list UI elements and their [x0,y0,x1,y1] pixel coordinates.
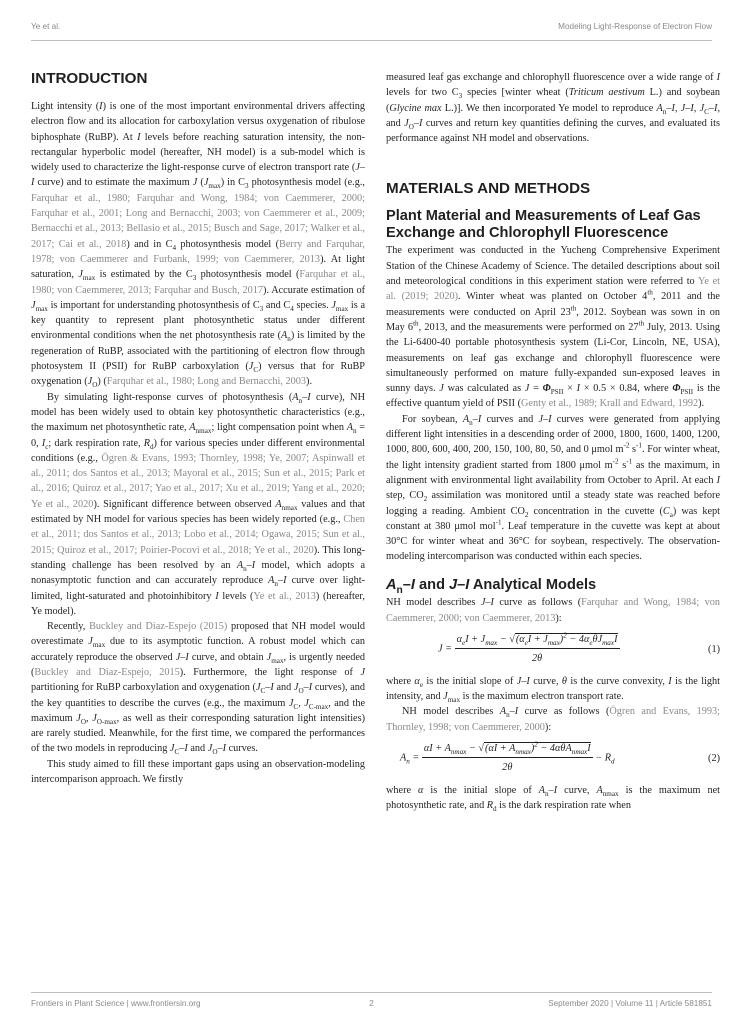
running-header-title: Modeling Light-Response of Electron Flow [558,22,712,31]
equation-2: $A_n$ = $\frac{\alpha I + A_{nmax} - √(\alpha I + A_{nmax})^2 - 4\alpha\theta A_{nmax}I}{2\theta}$ − $R_d$ (2) [386,741,720,779]
equation-1-numerator: $\alpha_eI + J_{max} - √(\alpha_eI + J_{max})^2 - 4\alpha_e\theta J_{max}I$ [455,632,620,649]
left-column [31,70,365,787]
where-paragraph-1: where $\alpha_e$ is the initial slope of J–I curve, θ is the curve convexity, I is the light intensity, and $J_{max}$ is the maximum electron transport rate. [386,675,721,705]
footer-rule [31,992,712,993]
equation-1-denominator: 2θ [531,653,543,665]
footer-page-number: 2 [369,999,374,1008]
running-header-authors: Ye et al. [31,22,61,31]
nh-model-AnI-paragraph: NH model describes $A_n-I$ curve as follows (Ögren and Evans, 1993; Thornley, 1998; von Caemmerer, 2000): [386,706,721,733]
introduction-heading: INTRODUCTION [31,70,148,87]
page-footer [31,999,712,1013]
plant-material-subheading: Plant Material and Measurements of Leaf Gas Exchange and Chlorophyll Fluorescence [386,208,701,241]
equation-1-fraction [455,632,620,667]
intro-paragraph-2: By simulating light-response curves of photosynthesis ($A_n-I$ curve), NH model has been widely used to obtain key photosynthetic characteristics (e.g., the maximum net photosynthetic rate, $A_{nmax}$; light compensation point when $A_n = 0$, $I_c$; dark respiration rate, $R_d$) for various species under different environmental conditions (e.g., Ögren & Evans, 1993; Thornley, 1998; Ye, 2007; Aspinwall et al., 2011; dos Santos et al., 2013; Mayoral et al., 2015; Sun et al., 2015; Park et al., 2016; Quiroz et al., 2017; Yao et al., 2017; Xu et al., 2019; Yang et al., 2020; Ye et al., 2020). Significant difference between observed $A_{nmax}$ values and that estimated by NH model for various species has been widely reported (e.g., Chen et al., 2011; dos Santos et al., 2013; Lobo et al., 2014; Ogawa, 2015; Sun et al., 2015; Quiroz et al., 2017; Poirier-Pocovi et al., 2018; Ye et al., 2020). This long-standing challenge has been resolved by an $A_n-I$ model, which adopts a nonasymptotic function and can accurately reproduce $A_n-I$ curve over light-limited, light-saturated and photoinhibitory I levels (Ye et al., 2013) (hereafter, Ye model). [31,391,366,617]
equation-2-denominator: 2θ [502,762,513,774]
header-rule [31,40,712,41]
where-paragraph-2: where α is the initial slope of $A_n-I$ curve, $A_{nmax}$ is the maximum net photosynthetic rate, and $R_d$ is the dark respiration rate when [386,785,720,814]
materials-methods-heading: MATERIALS AND METHODS [386,180,591,198]
footer-issue: September 2020 | Volume 11 | Article 581851 [548,999,712,1008]
experiment-paragraph: The experiment was conducted in the Yucheng Comprehensive Experiment Station of the Chinese Academy of Science. The detailed descriptions about soil and meteorological conditions in this experiment station were referred to Ye et al. (2019; 2020). Winter wheat was planted on October 4th, 2011 and the measurements were conducted on April 23th, 2012. Soybean was sown in on May 6th, 2013, and the measurements were performed on 27th July, 2013. Using the Li-6400-40 portable photosynthesis system (Li-Cor, Lincoln, NE, USA), measurements on leaf gas exchange and chlorophyll fluorescence were simultaneously performed on mature fully-expanded sun-exposed leaves in sunny days. J was calculated as $J = \Phi_{PSII} \times I \times 0.5 \times 0.84$, where $\Phi_{PSII}$ is the effective quantum yield of PSII (Genty et al., 1989; Krall and Edward, 1992). [386,245,720,410]
right-column [386,70,720,814]
footer-journal: Frontiers in Plant Science | www.frontiersin.org [31,999,201,1008]
equation-2-number: (2) [708,753,720,764]
equation-2-numerator: $\alpha I + A_{nmax} - √(\alpha I + A_{nmax})^2 - 4\alpha\theta A_{nmax}I$ [422,741,593,758]
equation-1-lhs: J [438,643,443,655]
nh-model-jI-paragraph: NH model describes J–I curve as follows (Farquhar and Wong, 1984; von Caemmerer, 2000; von Caemmerer, 2013): [386,597,721,624]
intro-paragraph-4: This study aimed to fill these important gaps using an observation-modeling intercomparison approach. We firstly [31,758,365,786]
intro-continuation-paragraph: measured leaf gas exchange and chlorophyll fluorescence over a wide range of I levels for two $C_3$ species [winter wheat (Triticum aestivum L.) and soybean (Glycine max L.)]. We then incorporated Ye model to reproduce $A_n-I$, J–I, $J_C-I$, and $J_O-I$ curves and return key quantities defining the curves, and evaluated its performance against NH model and observations. [386,72,721,145]
equation-2-fraction [422,741,593,776]
soybean-paragraph: For soybean, $A_n-I$ curves and J–I curves were generated from applying different light intensities in a descending order of 2000, 1800, 1600, 1400, 1200, 1000, 800, 600, 400, 200, 150, 100, 80, 50, and 0 μmol $m^{-2}$ $s^{-1}$. For winter wheat, the light intensity gradient started from 1800 μmol $m^{-2}$ $s^{-1}$ as the maximum, in alignment with environmental light availability from October to April. At each I step, $CO_2$ assimilation was monitored until a steady state was reached before logging a reading. Ambient $CO_2$ concentration in the cuvette $(C_a)$ was kept constant at 380 μmol mol$^{-1}$. Leaf temperature in the cuvette was kept at about 30°C for winter wheat and 36°C for soybean, respectively. The observation-modeling intercomparison was conducted within each species. [386,413,720,563]
running-header [31,22,712,36]
equation-1-number: (1) [708,643,720,655]
intro-paragraph-1: Light intensity (I) is one of the most important environmental drivers affecting electron flow and its allocation for carboxylation versus oxygenation of ribulose biphosphate (RuBP). At I levels before reaching saturation intensity, the non-rectangular hyperbolic model (hereafter, NH model) is a sub-model which is widely used to characterize the light-response curve of electron transport rate (J–I curve) and to estimate the maximum J $(J_{max})$ in $C_3$ photosynthesis model (e.g., Farquhar et al., 1980; Farquhar and Wong, 1984; von Caemmerer, 2000; Farquhar et al., 2001; Long and Bernacchi, 2003; von Caemmerer et al., 2009; Bernacchi et al., 2013; Bellasio et al., 2015; Busch and Sage, 2017; Walker et al., 2017; Cai et al., 2018) and in $C_4$ photosynthesis model (Berry and Farquhar, 1978; von Caemmerer and Furbank, 1999; von Caemmerer, 2013). At light saturation, $J_{max}$ is estimated by the $C_3$ photosynthesis model (Farquhar et al., 1980; von Caemmerer, 2013; Farquhar and Busch, 2017). Accurate estimation of $J_{max}$ is important for understanding photosynthesis of $C_3$ and $C_4$ species. $J_{max}$ is a key quantity to represent plant photosynthetic status under different environmental conditions when the net photosynthesis rate $(A_n)$ is limited by the regeneration of RuBP, associated with the partitioning of electron flow through photosystem II (PSII) for RuBP carboxylation $(J_C)$ versus that for RuBP oxygenation $(J_O)$ (Farquhar et al., 1980; Long and Bernacchi, 2003). [31,101,366,390]
intro-paragraph-3: Recently, Buckley and Diaz-Espejo (2015) proposed that NH model would overestimate $J_{max}$ due to its asymptotic function. A robust model which can accurately reproduce the observed J–I curve, and obtain $J_{max}$, is urgently needed (Buckley and Diaz-Espejo, 2015). Furthermore, the light response of J partitioning for RuBP carboxylation and oxygenation ($J_C-I$ and $J_O-I$ curves), and the key quantities to describe the curves (e.g., the maximum $J_C$, $J_{C-max}$, and the maximum $J_O$, $J_{O-max}$, as well as their corresponding saturation light intensities) are rarely studied. Meanwhile, for the first time, we compared the performances of the two models in reproducing $J_C-I$ and $J_O-I$ curves. [31,621,366,757]
analytical-models-subheading: $A_n-I$ and J–I Analytical Models [386,576,597,596]
equation-1: J = $\frac{\alpha_eI + J_{max} - √(\alpha_eI + J_{max})^2 - 4\alpha_e\theta J_{max}I}{2\theta}$ (1) [386,632,720,670]
